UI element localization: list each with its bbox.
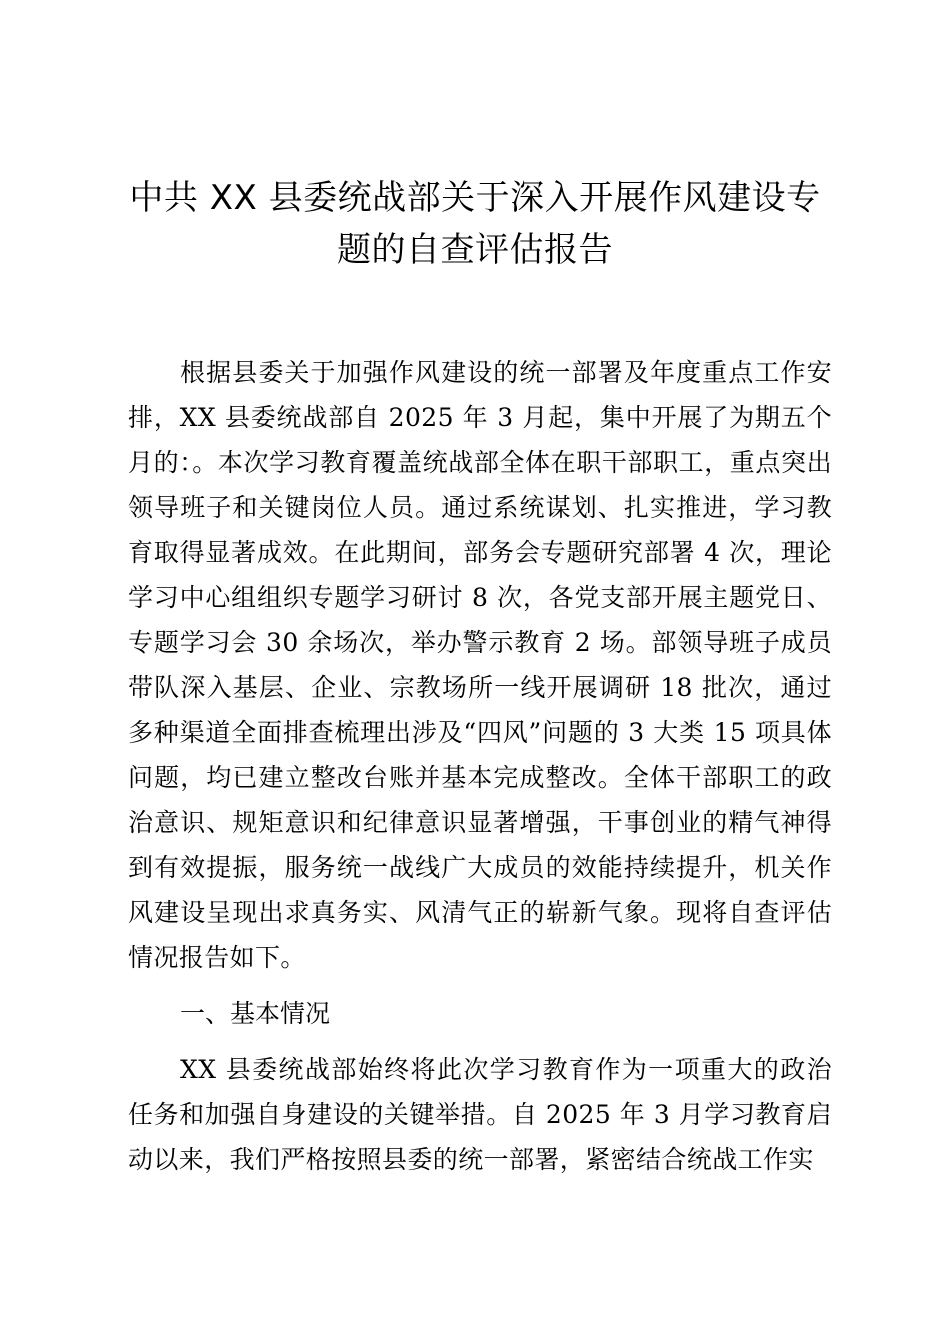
section-heading: 一、基本情况 (180, 999, 331, 1028)
document-title: 中共 XX 县委统战部关于深入开展作风建设专题的自查评估报告 (129, 178, 821, 270)
basic-situation-paragraph: XX 县委统战部始终将此次学习教育作为一项重大的政治任务和加强自身建设的关键举措。自 2025 年 3 月学习教育启动以来，我们严格按照县委的统一部署，紧密结合统战工作实 (128, 1055, 832, 1174)
intro-paragraph: 根据县委关于加强作风建设的统一部署及年度重点工作安排，XX 县委统战部自 2025 年 3 月起，集中开展了为期五个月的：。本次学习教育覆盖统战部全体在职干部职工，重点突出领导班子和关键岗位人员。通过系统谋划、扎实推进，学习教育取得显著成效。在此期间，部务会专题研究部署 4 次，理论学习中心组组织专题学习研讨 8 次，各党支部开展主题党日、专题学习会 30 余场次，举办警示教育 2 场。部领导班子成员带队深入基层、企业、宗教场所一线开展调研 18 批次，通过多种渠道全面排查梳理出涉及“四风”问题的 3 大类 15 项具体问题，均已建立整改台账并基本完成整改。全体干部职工的政治意识、规矩意识和纪律意识显著增强，干事创业的精气神得到有效提振，服务统一战线广大成员的效能持续提升，机关作风建设呈现出求真务实、风清气正的崭新气象。现将自查评估情况报告如下。 (128, 358, 832, 972)
document-body (128, 350, 832, 1182)
